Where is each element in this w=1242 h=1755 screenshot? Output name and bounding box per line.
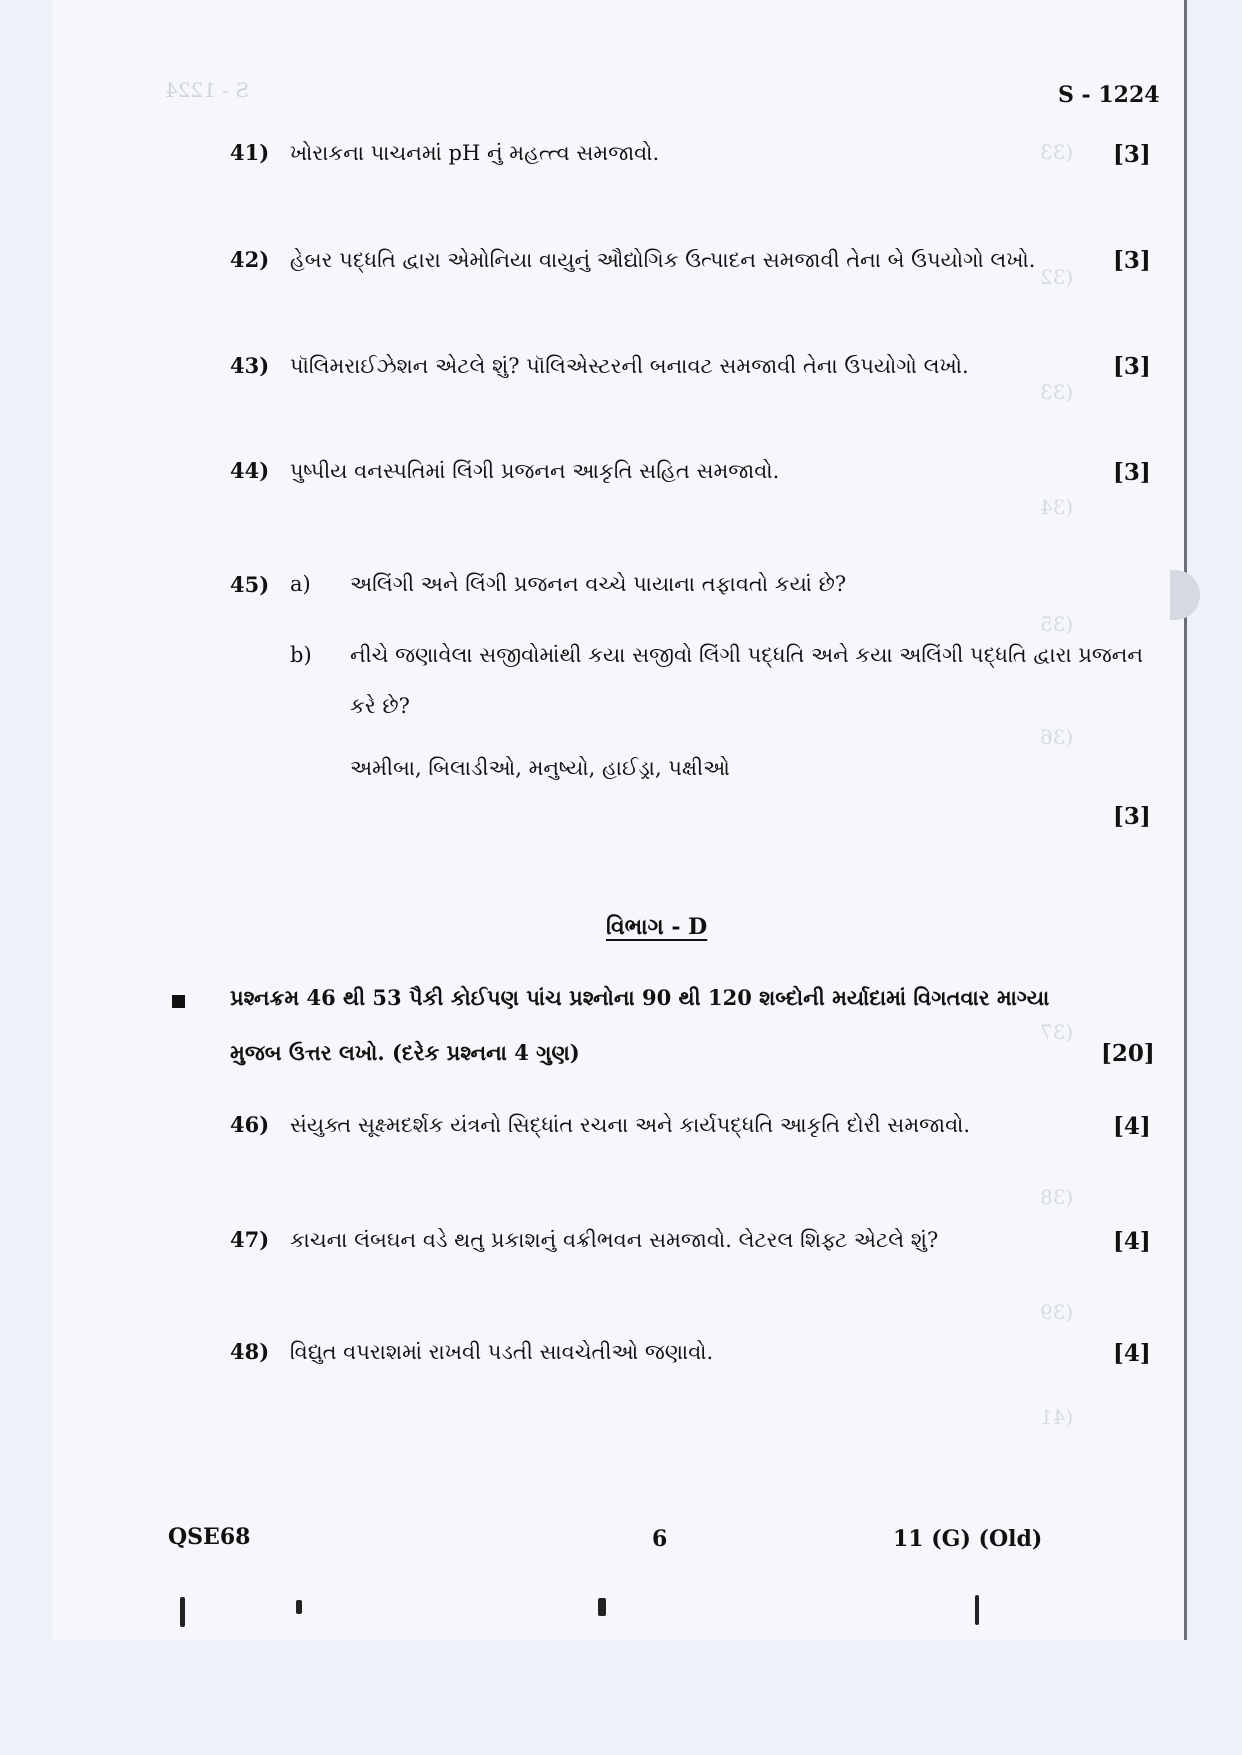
scan-mark [180,1597,185,1627]
show-through-text: (32 [1040,265,1074,289]
section-title: વિભાગ - D [606,914,708,940]
sub-label-a: a) [290,572,311,596]
page-number: 6 [652,1526,668,1552]
question-marks: [3] [1113,459,1151,486]
footer-version: 11 (G) (Old) [893,1526,1043,1552]
question-marks: [4] [1113,1228,1151,1255]
question-number: 45) [230,572,270,597]
scan-mark [598,1598,606,1616]
question-45b-text-line1: નીચે જણાવેલા સજીવોમાંથી કયા સજીવો લિંગી પદ્ધતિ અને કયા અલિંગી પદ્ધતિ દ્વારા પ્રજનન [350,643,1144,667]
show-through-text: (36 [1040,725,1074,749]
question-text: ખોરાકના પાચનમાં pH નું મહત્ત્વ સમજાવો. [289,141,660,165]
question-text: કાચના લંબઘન વડે થતુ પ્રકાશનું વક્રીભવન સમજાવો. લેટરલ શિફ્ટ એટલે શું? [289,1228,939,1252]
question-marks: [4] [1113,1113,1151,1140]
question-42 [230,247,1035,273]
page-edge-shadow [1184,0,1187,1640]
paper-code: S - 1224 [1058,82,1160,108]
question-45b-text-line2: કરે છે? [350,694,410,718]
question-48 [230,1339,713,1365]
sub-label-b: b) [290,643,312,667]
question-marks: [4] [1113,1340,1151,1367]
show-through-text: (38 [1040,1185,1074,1209]
question-44 [230,458,779,484]
section-instruction-line1: પ્રશ્નક્રમ 46 થી 53 પૈકી કોઈપણ પાંચ પ્રશ્નોના 90 થી 120 શબ્દોની મર્યાદામાં વિગતવાર માગ્યા [230,985,1050,1010]
scan-mark [296,1600,302,1614]
section-total-marks: [20] [1101,1040,1155,1067]
show-through-text: S - 1224 [165,78,250,102]
question-number: 43) [230,353,270,378]
organism-list: અમીબા, બિલાડીઓ, મનુષ્યો, હાઈડ્રા, પક્ષીઓ [350,756,730,780]
page-sheet [52,0,1186,1640]
show-through-text: (41 [1040,1405,1074,1429]
question-text: પુષ્પીય વનસ્પતિમાં લિંગી પ્રજનન આકૃતિ સહિત સમજાવો. [289,459,780,483]
footer-code: QSE68 [168,1524,251,1550]
question-number: 44) [230,458,270,483]
question-text: વિદ્યુત વપરાશમાં રાખવી પડતી સાવચેતીઓ જણાવો. [289,1340,714,1364]
show-through-text: (35 [1040,612,1074,636]
show-through-text: (33 [1040,140,1074,164]
staple-tab [1170,570,1200,620]
question-number: 47) [230,1227,270,1252]
question-text: સંયુક્ત સૂક્ષ્મદર્શક યંત્રનો સિદ્ધાંત રચના અને કાર્યપદ્ધતિ આકૃતિ દોરી સમજાવો. [289,1113,971,1137]
show-through-text: (33 [1040,380,1074,404]
question-text: હેબર પદ્ધતિ દ્વારા એમોનિયા વાયુનું ઔદ્યોગિક ઉત્પાદન સમજાવી તેના બે ઉપયોગો લખો. [289,248,1036,272]
question-43 [230,353,969,379]
show-through-text: (34 [1040,495,1074,519]
question-41 [230,140,659,166]
question-marks: [3] [1113,247,1151,274]
question-marks: [3] [1113,803,1151,830]
question-number: 48) [230,1339,270,1364]
scan-mark [975,1595,979,1625]
bullet-square-icon [172,995,185,1008]
question-marks: [3] [1113,353,1151,380]
question-number: 41) [230,140,270,165]
show-through-text: (37 [1040,1020,1074,1044]
question-number: 42) [230,247,270,272]
question-text: પૉલિમરાઈઝેશન એટલે શું? પૉલિએસ્ટરની બનાવટ સમજાવી તેના ઉપયોગો લખો. [289,354,969,378]
show-through-text: (39 [1040,1300,1074,1324]
question-45a-text: અલિંગી અને લિંગી પ્રજનન વચ્ચે પાયાના તફાવતો કયાં છે? [350,572,847,596]
question-47 [230,1227,938,1253]
section-instruction-line2: મુજબ ઉત્તર લખો. (દરેક પ્રશ્નના 4 ગુણ) [230,1040,580,1065]
question-number: 46) [230,1112,270,1137]
question-marks: [3] [1113,141,1151,168]
question-46 [230,1112,970,1138]
